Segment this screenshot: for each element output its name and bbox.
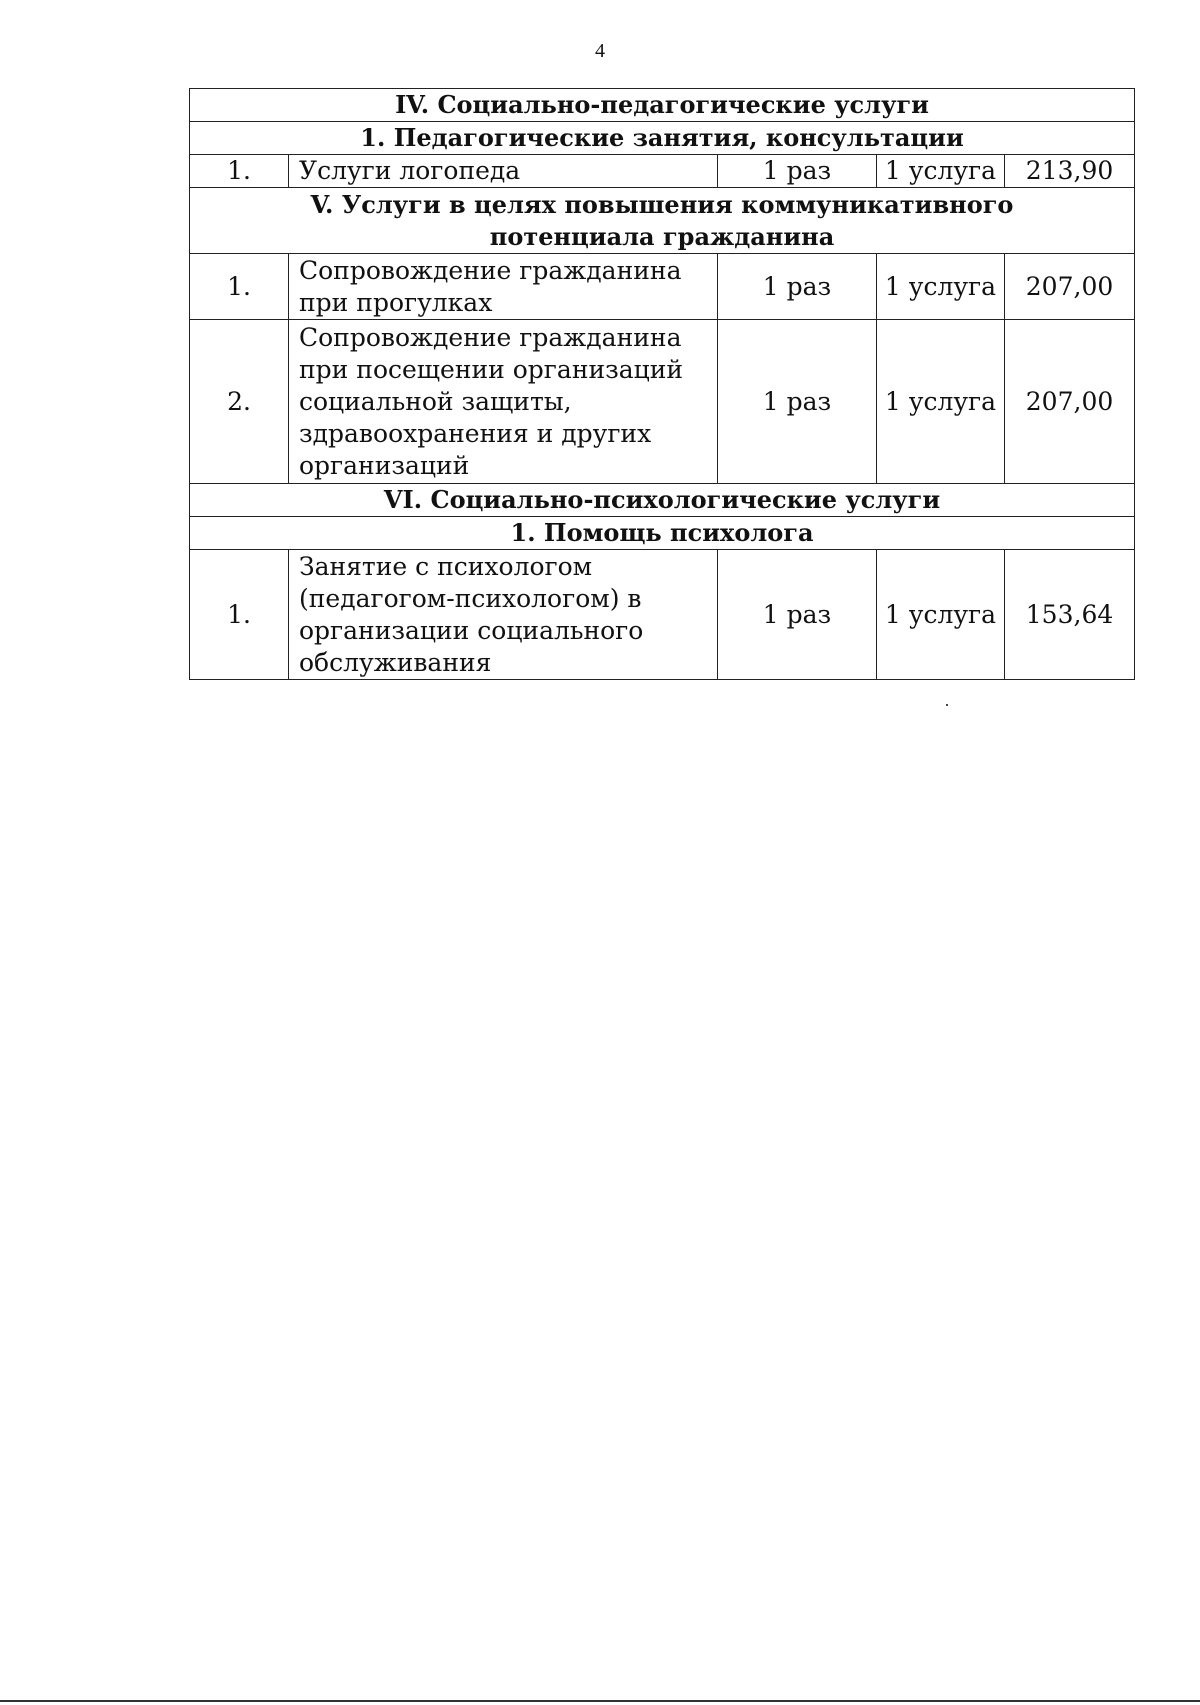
subsection-title: 1. Педагогические занятия, консультации	[190, 122, 1135, 155]
service-name: Сопровождение гражданина при посещении организаций социальной защиты, здравоохранения и других организаций	[289, 320, 718, 484]
row-number: 1.	[190, 550, 289, 680]
table-row	[190, 550, 1135, 680]
service-frequency: 1 раз	[718, 254, 877, 320]
services-table	[189, 88, 1135, 680]
section-title: VI. Социально-психологические услуги	[190, 484, 1135, 517]
service-unit: 1 услуга	[877, 254, 1005, 320]
subsection-header-row	[190, 122, 1135, 155]
service-frequency: 1 раз	[718, 320, 877, 484]
row-number: 2.	[190, 320, 289, 484]
service-price: 153,64	[1005, 550, 1135, 680]
service-price: 207,00	[1005, 320, 1135, 484]
section-title: V. Услуги в целях повышения коммуникативного потенциала гражданина	[190, 188, 1135, 254]
service-frequency: 1 раз	[718, 155, 877, 188]
row-number: 1.	[190, 155, 289, 188]
section-header-row	[190, 188, 1135, 254]
service-unit: 1 услуга	[877, 550, 1005, 680]
service-name: Занятие с психологом (педагогом-психологом) в организации социального обслуживания	[289, 550, 718, 680]
service-unit: 1 услуга	[877, 155, 1005, 188]
service-frequency: 1 раз	[718, 550, 877, 680]
page-number: 4	[595, 40, 605, 62]
service-price: 207,00	[1005, 254, 1135, 320]
service-price: 213,90	[1005, 155, 1135, 188]
subsection-header-row	[190, 517, 1135, 550]
section-header-row	[190, 89, 1135, 122]
table-row	[190, 155, 1135, 188]
bottom-rule	[0, 1700, 1200, 1702]
table-row	[190, 320, 1135, 484]
service-name: Сопровождение гражданина при прогулках	[289, 254, 718, 320]
section-header-row	[190, 484, 1135, 517]
section-title: IV. Социально-педагогические услуги	[190, 89, 1135, 122]
row-number: 1.	[190, 254, 289, 320]
subsection-title: 1. Помощь психолога	[190, 517, 1135, 550]
service-name: Услуги логопеда	[289, 155, 718, 188]
service-unit: 1 услуга	[877, 320, 1005, 484]
scan-dot	[946, 704, 948, 706]
table-row	[190, 254, 1135, 320]
